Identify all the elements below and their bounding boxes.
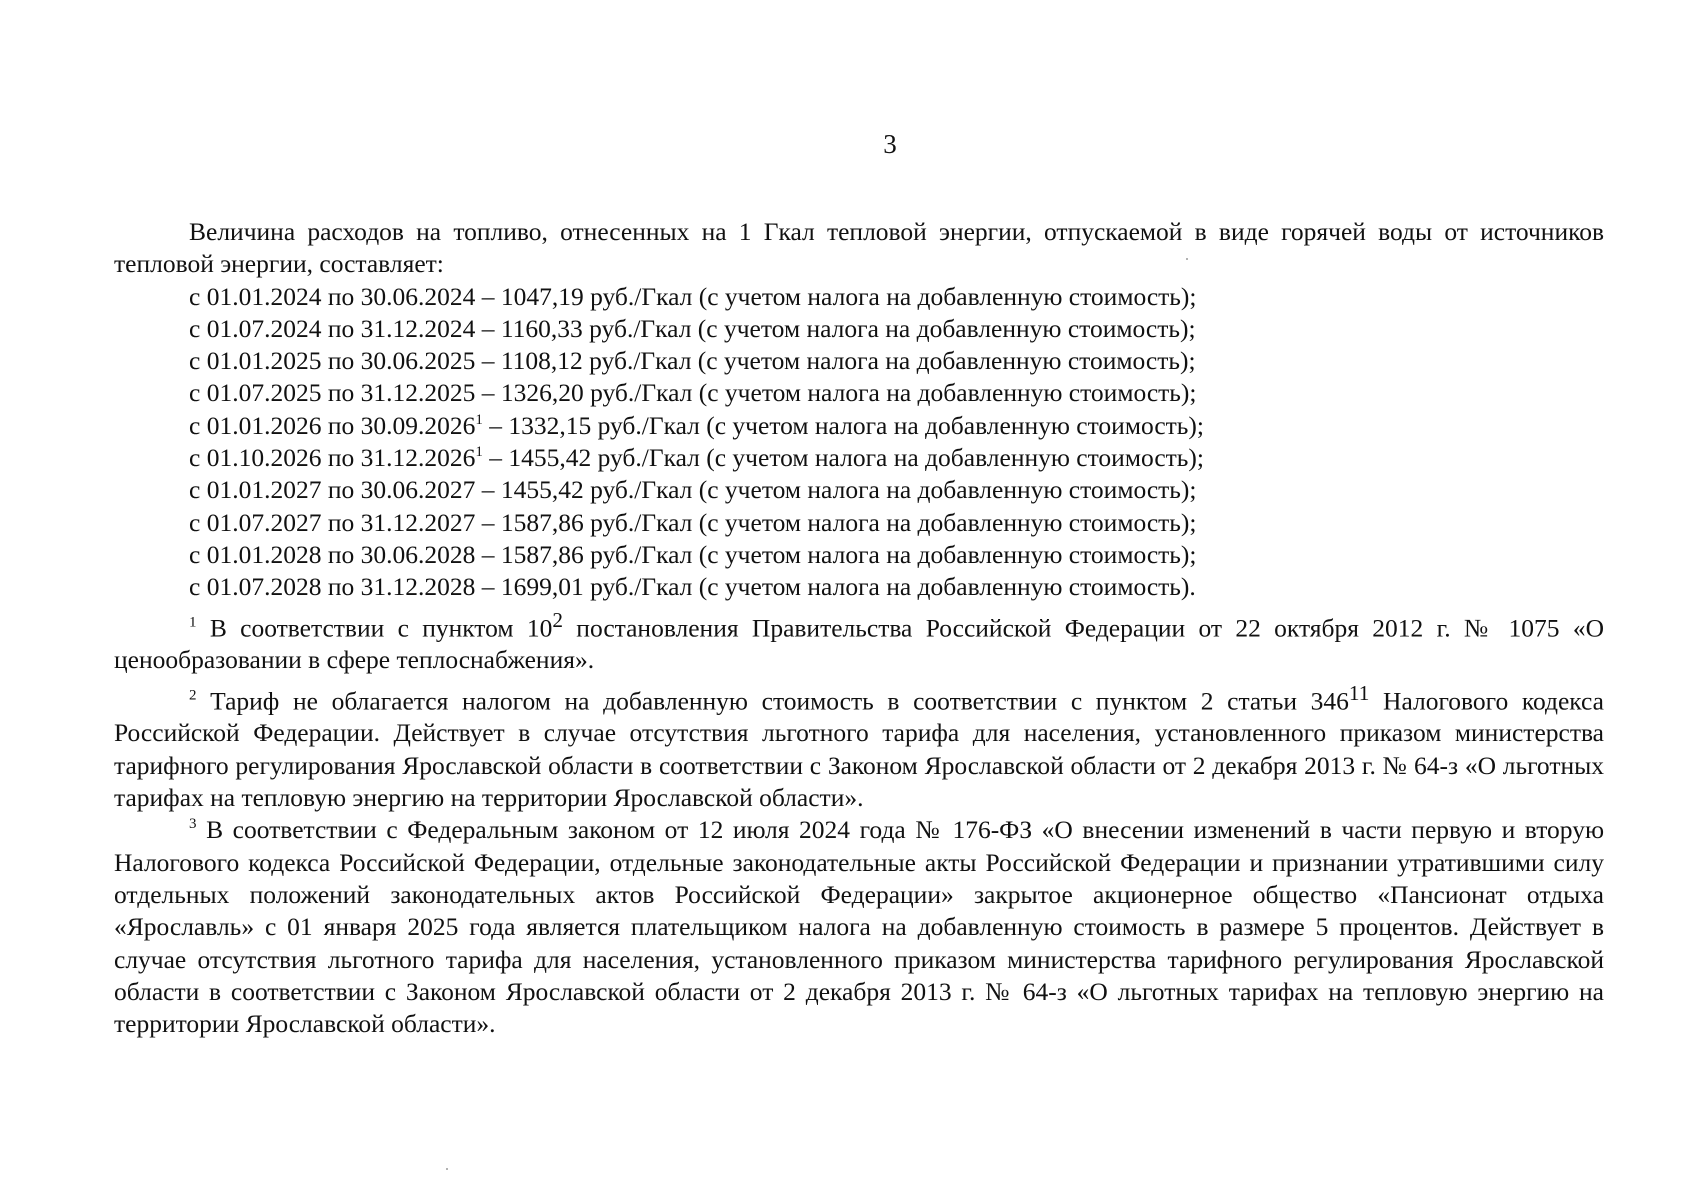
tariff-period: с 01.01.2026 по 30.09.2026 xyxy=(189,410,476,440)
tariff-period: с 01.07.2027 по 31.12.2027 xyxy=(189,507,476,537)
footnote-mark: 1 xyxy=(189,614,197,631)
tariff-value: – 1587,86 руб./Гкал (с учетом налога на добавленную стоимость); xyxy=(475,539,1197,569)
tariff-value: – 1108,12 руб./Гкал (с учетом налога на добавленную стоимость); xyxy=(475,346,1196,376)
tariff-period: с 01.07.2025 по 31.12.2025 xyxy=(189,378,476,408)
footnote-mark: 2 xyxy=(189,687,197,704)
footnote-reference: 1 xyxy=(475,444,483,461)
tariff-line xyxy=(114,410,1604,442)
superscript: 2 xyxy=(552,607,563,632)
tariff-value: – 1326,20 руб./Гкал (с учетом налога на добавленную стоимость); xyxy=(475,378,1197,408)
tariff-value: – 1455,42 руб./Гкал (с учетом налога на добавленную стоимость); xyxy=(482,443,1205,473)
tariff-line xyxy=(114,571,1604,603)
footnote-1 xyxy=(114,604,1604,677)
footnote-3 xyxy=(114,814,1604,1040)
tariff-period: с 01.01.2028 по 30.06.2028 xyxy=(189,539,476,569)
footnote-text: В соответствии с Федеральным законом от 12 июля 2024 года № 176-ФЗ «О внесении изменений в части первую и вторую Налогового кодекса Российской Федерации, отдельные законодательные акты Российской Федерации и признании утратившими силу отдельных положений законодательных актов Российской Федерации» закрытое акционерное общество «Пансионат отдыха «Ярославль» с 01 января 2025 года является плательщиком налога на добавленную стоимость в размере 5 процентов. Действует в случае отсутствия льготного тарифа для населения, установленного приказом министерства тарифного регулирования Ярославской области в соответствии с Законом Ярославской области от 2 декабря 2013 г. № 64-з «О льготных тарифах на тепловую энергию на территории Ярославской области». xyxy=(114,815,1604,1039)
scan-speck xyxy=(446,1168,448,1170)
tariff-value: – 1699,01 руб./Гкал (с учетом налога на добавленную стоимость). xyxy=(475,572,1196,602)
tariff-period: с 01.07.2028 по 31.12.2028 xyxy=(189,572,476,602)
tariff-line xyxy=(114,377,1604,409)
scan-speck xyxy=(1186,258,1188,260)
page-number: 3 xyxy=(883,129,897,159)
footnote-text: постановления Правительства Российской Федерации от 22 октября 2012 г. № 1075 «О ценообразовании в сфере теплоснабжения». xyxy=(114,613,1604,675)
tariff-period: с 01.01.2024 по 30.06.2024 xyxy=(189,281,476,311)
footnote-text: Тариф не облагается налогом на добавленную стоимость в соответствии с пунктом 2 статьи 346 xyxy=(196,686,1349,716)
tariff-value: – 1047,19 руб./Гкал (с учетом налога на добавленную стоимость); xyxy=(475,281,1197,311)
tariff-line xyxy=(114,442,1604,474)
tariff-line xyxy=(114,313,1604,345)
tariff-value: – 1160,33 руб./Гкал (с учетом налога на добавленную стоимость); xyxy=(475,313,1196,343)
tariff-period: с 01.01.2025 по 30.06.2025 xyxy=(189,346,476,376)
tariff-period: с 01.10.2026 по 31.12.2026 xyxy=(189,443,476,473)
tariff-line xyxy=(114,474,1604,506)
footnote-text: В соответствии с пунктом 10 xyxy=(196,613,553,643)
footnote-text: Налогового кодекса Российской Федерации. Действует в случае отсутствия льготного тарифа для населения, установленного приказом министерства тарифного регулирования Ярославской области в соответствии с Законом Ярославской области от 2 декабря 2013 г. № 64-з «О льготных тарифах на тепловую энергию на территории Ярославской области». xyxy=(114,686,1604,813)
tariff-line xyxy=(114,507,1604,539)
tariff-line xyxy=(114,539,1604,571)
tariff-line xyxy=(114,345,1604,377)
tariff-value: – 1455,42 руб./Гкал (с учетом налога на добавленную стоимость); xyxy=(475,475,1197,505)
tariff-list xyxy=(114,281,1604,604)
intro-paragraph: Величина расходов на топливо, отнесенных на 1 Гкал тепловой энергии, отпускаемой в виде горячей воды от источников тепловой энергии, составляет: xyxy=(114,217,1604,279)
superscript: 11 xyxy=(1348,680,1370,705)
footnote-mark: 3 xyxy=(189,816,197,833)
document-body xyxy=(114,216,1604,1040)
tariff-value: – 1332,15 руб./Гкал (с учетом налога на добавленную стоимость); xyxy=(482,410,1205,440)
tariff-value: – 1587,86 руб./Гкал (с учетом налога на добавленную стоимость); xyxy=(475,507,1197,537)
tariff-period: с 01.01.2027 по 30.06.2027 xyxy=(189,475,476,505)
tariff-line xyxy=(114,281,1604,313)
footnote-2 xyxy=(114,677,1604,815)
footnote-reference: 1 xyxy=(475,411,483,428)
tariff-period: с 01.07.2024 по 31.12.2024 xyxy=(189,313,476,343)
